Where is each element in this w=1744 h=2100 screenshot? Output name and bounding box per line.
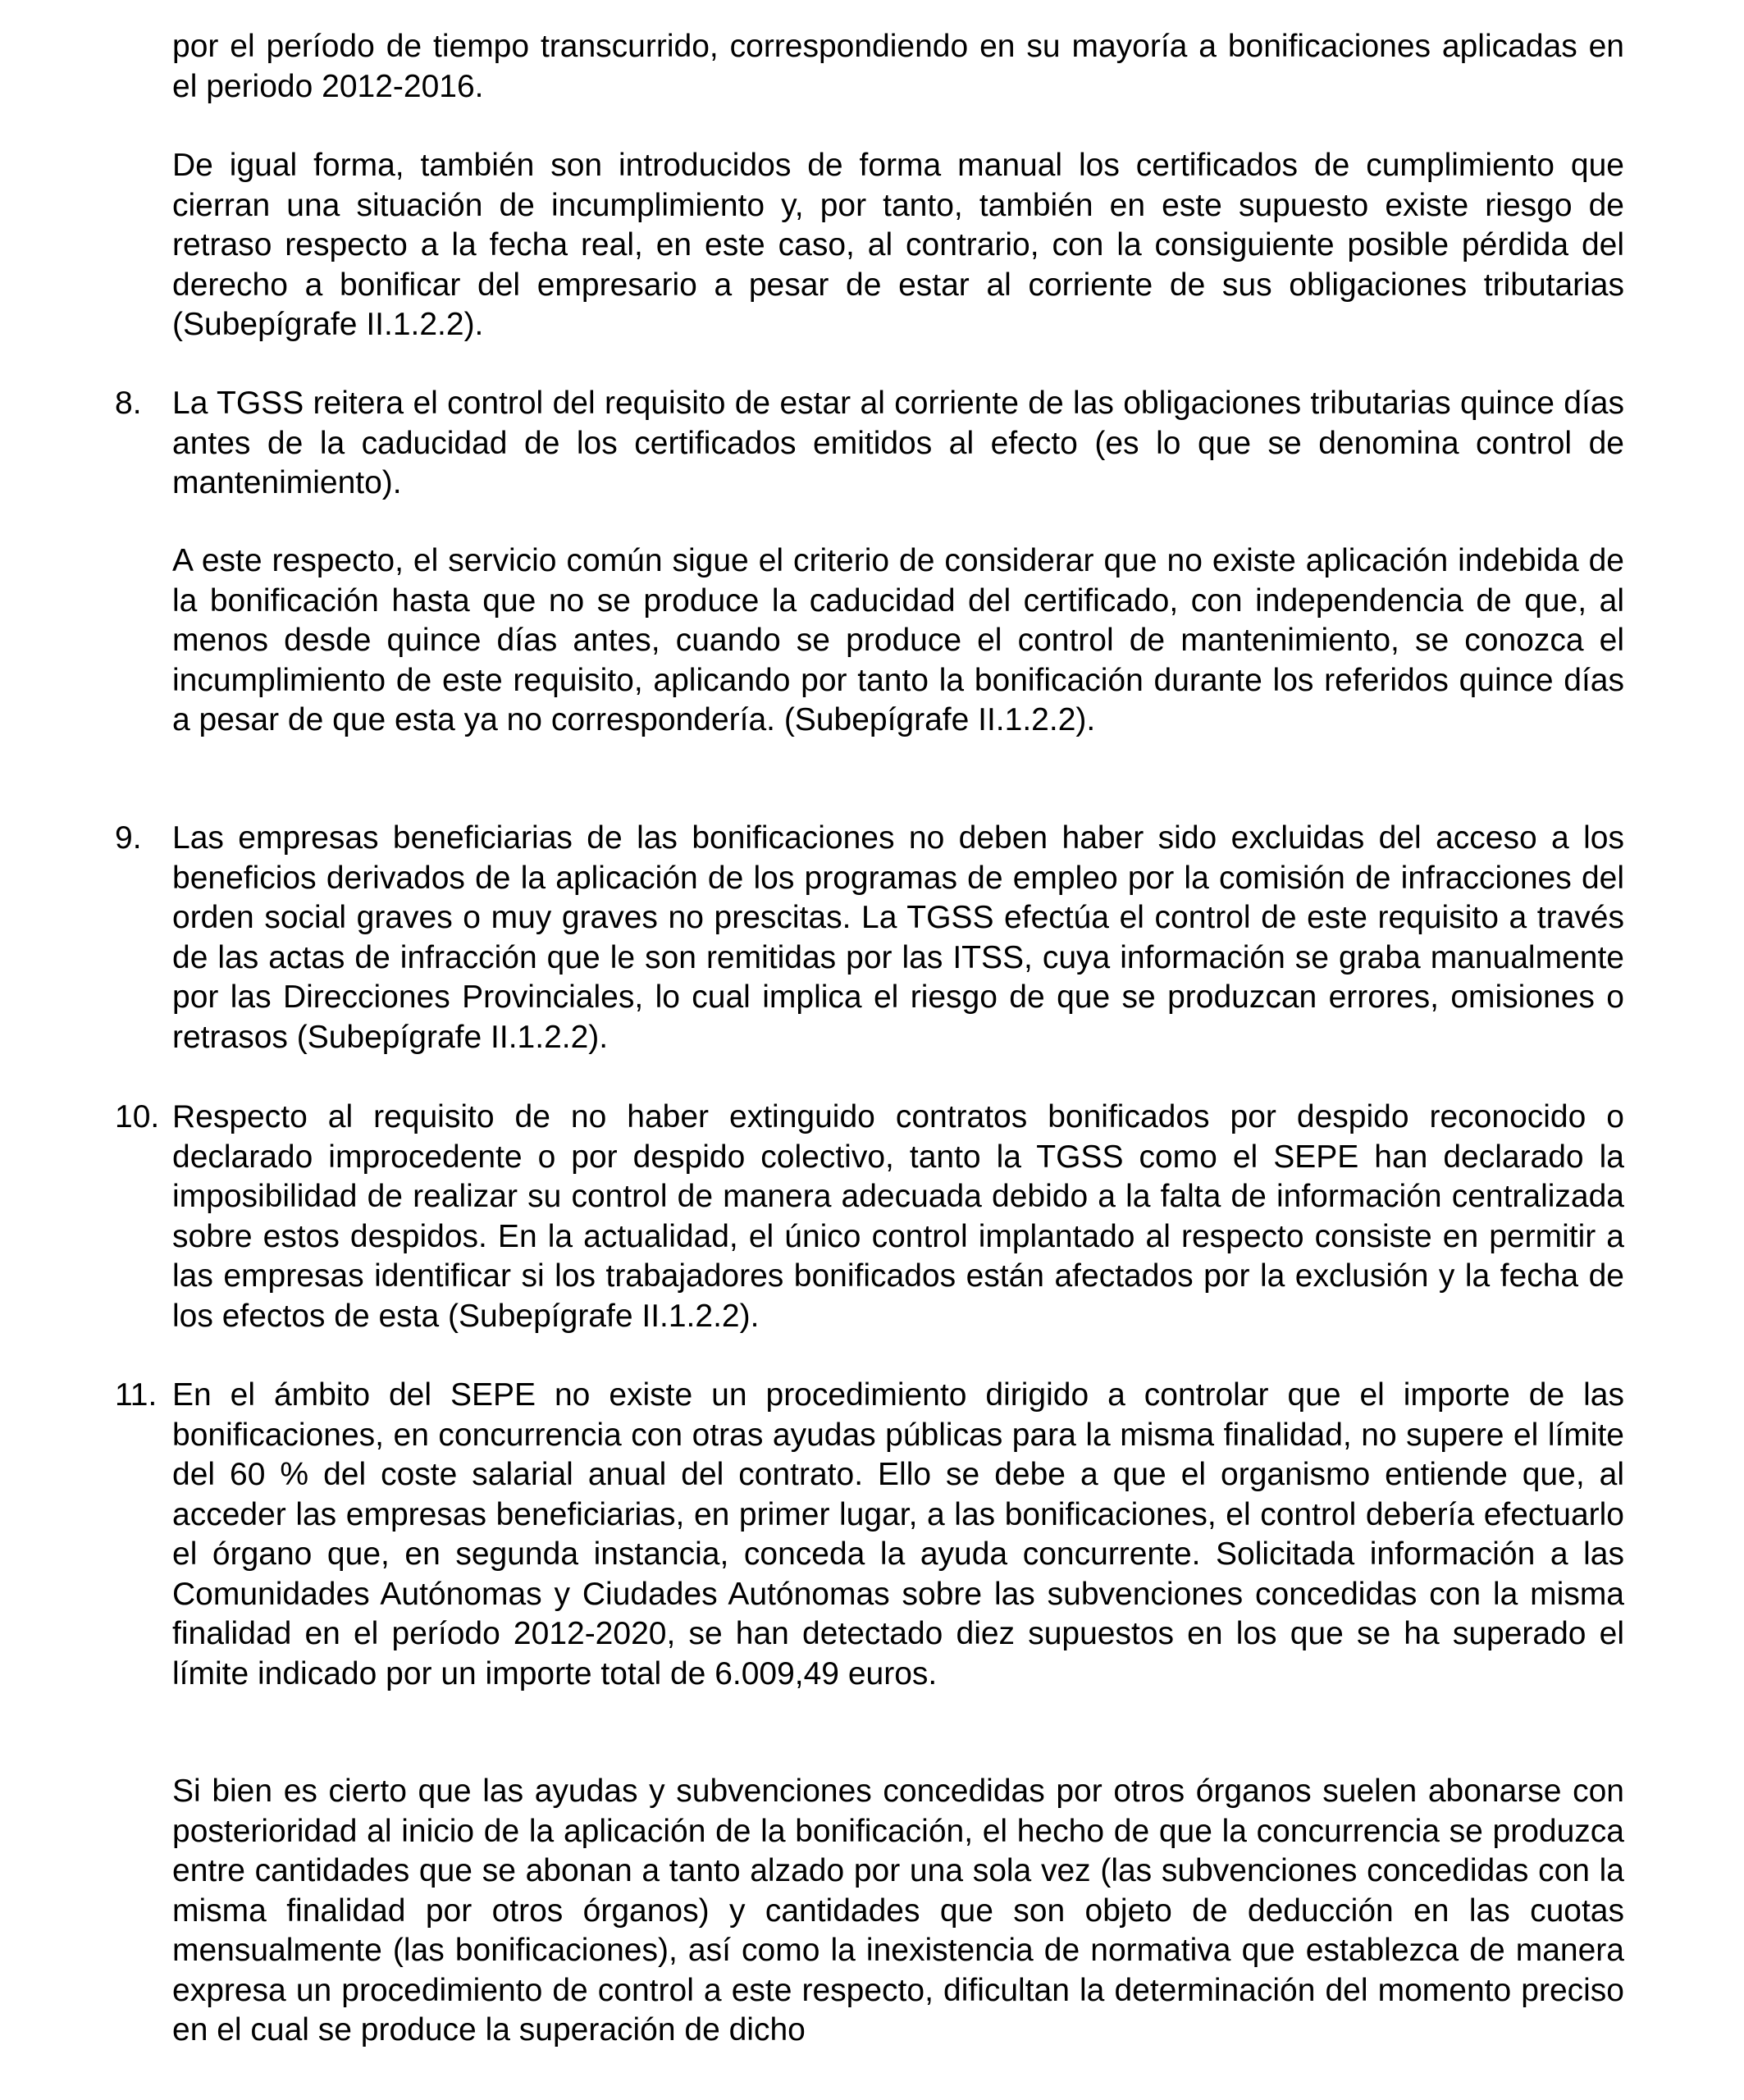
paragraph-text: A este respecto, el servicio común sigue el criterio de considerar que no existe aplicación indebida de la bonificación hasta que no se produce la caducidad del certificado, con independencia de que, al menos desde quince días antes, cuando se produce el control de mantenimiento, se conozca el incumplimiento de este requisito, aplicando por tanto la bonificación durante los referidos quince días a pesar de que esta ya no correspondería. (Subepígrafe II.1.2.2).	[172, 543, 1624, 737]
list-number-10: 10.	[115, 1099, 160, 1134]
paragraph-text: Las empresas beneficiarias de las bonificaciones no deben haber sido excluidas del acceso a los beneficios derivados de la aplicación de los programas de empleo por la comisión de infracciones del orden social graves o muy graves no prescitas. La TGSS efectúa el control de este requisito a través de las actas de infracción que le son remitidas por las ITSS, cuya información se graba manualmente por las Direcciones Provinciales, lo cual implica el riesgo de que se produzcan errores, omisiones o retrasos (Subepígrafe II.1.2.2).	[172, 820, 1624, 1055]
list-item-11	[172, 1376, 1624, 1694]
paragraph-text: Si bien es cierto que las ayudas y subvenciones concedidas por otros órganos suelen abonarse con posterioridad al inicio de la aplicación de la bonificación, el hecho de que la concurrencia se produzca entre cantidades que se abonan a tanto alzado por una sola vez (las subvenciones concedidas con la misma finalidad por otros órganos) y cantidades que son objeto de deducción en las cuotas mensualmente (las bonificaciones), así como la inexistencia de normativa que establezca de manera expresa un procedimiento de control a este respecto, dificultan la determinación del momento preciso en el cual se produce la superación de dicho	[172, 1774, 1624, 2048]
paragraph-continuation	[172, 27, 1624, 107]
paragraph-text: La TGSS reitera el control del requisito de estar al corriente de las obligaciones tributarias quince días antes de la caducidad de los certificados emitidos al efecto (es lo que se denomina control de mantenimiento).	[172, 386, 1624, 500]
paragraph-servicio-comun	[172, 541, 1624, 741]
list-item-8	[172, 384, 1624, 504]
paragraph-text: Respecto al requisito de no haber extinguido contratos bonificados por despido reconocido o declarado improcedente o por despido colectivo, tanto la TGSS como el SEPE han declarado la imposibilidad de realizar su control de manera adecuada debido a la falta de información centralizada sobre estos despidos. En la actualidad, el único control implantado al respecto consiste en permitir a las empresas identificar si los trabajadores bonificados están afectados por la exclusión y la fecha de los efectos de esta (Subepígrafe II.1.2.2).	[172, 1099, 1624, 1334]
paragraph-ayudas	[172, 1772, 1624, 2051]
paragraph-text: por el período de tiempo transcurrido, correspondiendo en su mayoría a bonificaciones aplicadas en el periodo 2012-2016.	[172, 29, 1624, 104]
list-number-11: 11.	[115, 1377, 158, 1413]
list-number-8: 8.	[115, 386, 142, 421]
list-item-9	[172, 819, 1624, 1057]
paragraph-text: De igual forma, también son introducidos de forma manual los certificados de cumplimiento que cierran una situación de incumplimiento y, por tanto, también en este supuesto existe riesgo de retraso respecto a la fecha real, en este caso, al contrario, con la consiguiente posible pérdida del derecho a bonificar del empresario a pesar de estar al corriente de sus obligaciones tributarias (Subepígrafe II.1.2.2).	[172, 148, 1624, 342]
list-number-9: 9.	[115, 820, 142, 856]
list-item-10	[172, 1098, 1624, 1336]
paragraph-text: En el ámbito del SEPE no existe un procedimiento dirigido a controlar que el importe de las bonificaciones, en concurrencia con otras ayudas públicas para la misma finalidad, no supere el límite del 60 % del coste salarial anual del contrato. Ello se debe a que el organismo entiende que, al acceder las empresas beneficiarias, en primer lugar, a las bonificaciones, el control debería efectuarlo el órgano que, en segunda instancia, conceda la ayuda concurrente. Solicitada información a las Comunidades Autónomas y Ciudades Autónomas sobre las subvenciones concedidas con la misma finalidad en el período 2012-2020, se han detectado diez supuestos en los que se ha superado el límite indicado por un importe total de 6.009,49 euros.	[172, 1377, 1624, 1691]
paragraph-certificados	[172, 146, 1624, 345]
